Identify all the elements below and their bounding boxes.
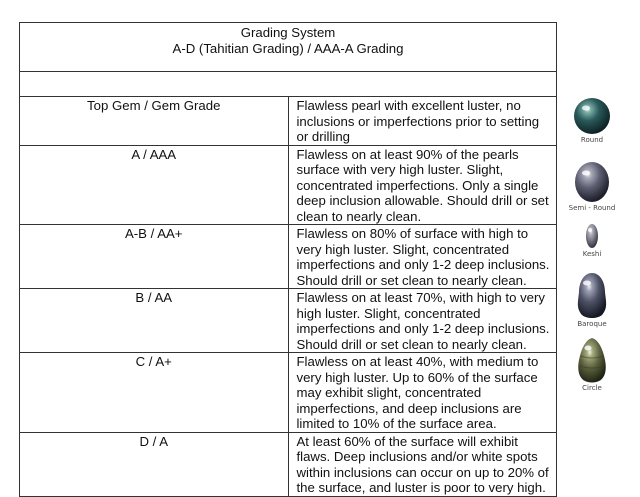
table-row xyxy=(20,432,557,496)
description-cell: Flawless on at least 40%, with medium to very high luster. Up to 60% of the surface may exhibit slight, concentrated imperfections, and deep inclusions are limited to 10% of the surface area. xyxy=(288,353,557,433)
description-cell: Flawless on at least 90% of the pearls surface with very high luster. Slight, concentrated imperfections. Only a single deep inclusion allowable. Should drill or set clean to nearly clean. xyxy=(288,145,557,225)
pearl-keshi xyxy=(562,222,622,258)
table-header-row xyxy=(20,23,557,72)
table-row xyxy=(20,353,557,433)
table-spacer-row xyxy=(20,72,557,97)
pearl-label: Baroque xyxy=(577,320,607,328)
description-cell: Flawless on 80% of surface with high to very high luster. Slight, concentrated imperfections and only 1-2 deep inclusions. Should drill or set clean to nearly clean. xyxy=(288,225,557,289)
baroque-pearl-icon xyxy=(572,270,612,320)
table-title xyxy=(20,23,557,72)
grade-cell: B / AA xyxy=(20,289,289,353)
table-title-line2: A-D (Tahitian Grading) / AAA-A Grading xyxy=(172,40,404,56)
description-cell: Flawless pearl with excellent luster, no inclusions or imperfections prior to setting or drilling xyxy=(288,97,557,146)
pearl-label: Keshi xyxy=(582,250,602,258)
description-cell: At least 60% of the surface will exhibit flaws. Deep inclusions and/or white spots within inclusions can occur on up to 20% of the surface, and luster is poor to very high. xyxy=(288,432,557,496)
table-row xyxy=(20,225,557,289)
table-title-line1: Grading System xyxy=(240,25,336,40)
pearl-baroque xyxy=(562,270,622,328)
grade-cell: D / A xyxy=(20,432,289,496)
table-row xyxy=(20,145,557,225)
circle-pearl-icon xyxy=(572,336,612,384)
semi-round-pearl-icon xyxy=(572,160,612,204)
pearl-label: Round xyxy=(580,136,604,144)
grading-system-table xyxy=(19,22,557,497)
grade-cell: C / A+ xyxy=(20,353,289,433)
table-row xyxy=(20,289,557,353)
pearl-label: Semi - Round xyxy=(568,204,616,212)
pearl-semi-round xyxy=(562,160,622,212)
grade-cell: Top Gem / Gem Grade xyxy=(20,97,289,146)
description-cell: Flawless on at least 70%, with high to very high luster. Slight, concentrated imperfections and only 1-2 deep inclusions. Should drill or set clean to nearly clean. xyxy=(288,289,557,353)
keshi-pearl-icon xyxy=(582,222,602,250)
grade-cell: A / AAA xyxy=(20,145,289,225)
table-row xyxy=(20,97,557,146)
pearl-circle xyxy=(562,336,622,392)
round-pearl-icon xyxy=(572,96,612,136)
grade-cell: A-B / AA+ xyxy=(20,225,289,289)
pearl-label: Circle xyxy=(582,384,602,392)
pearl-round xyxy=(562,96,622,144)
